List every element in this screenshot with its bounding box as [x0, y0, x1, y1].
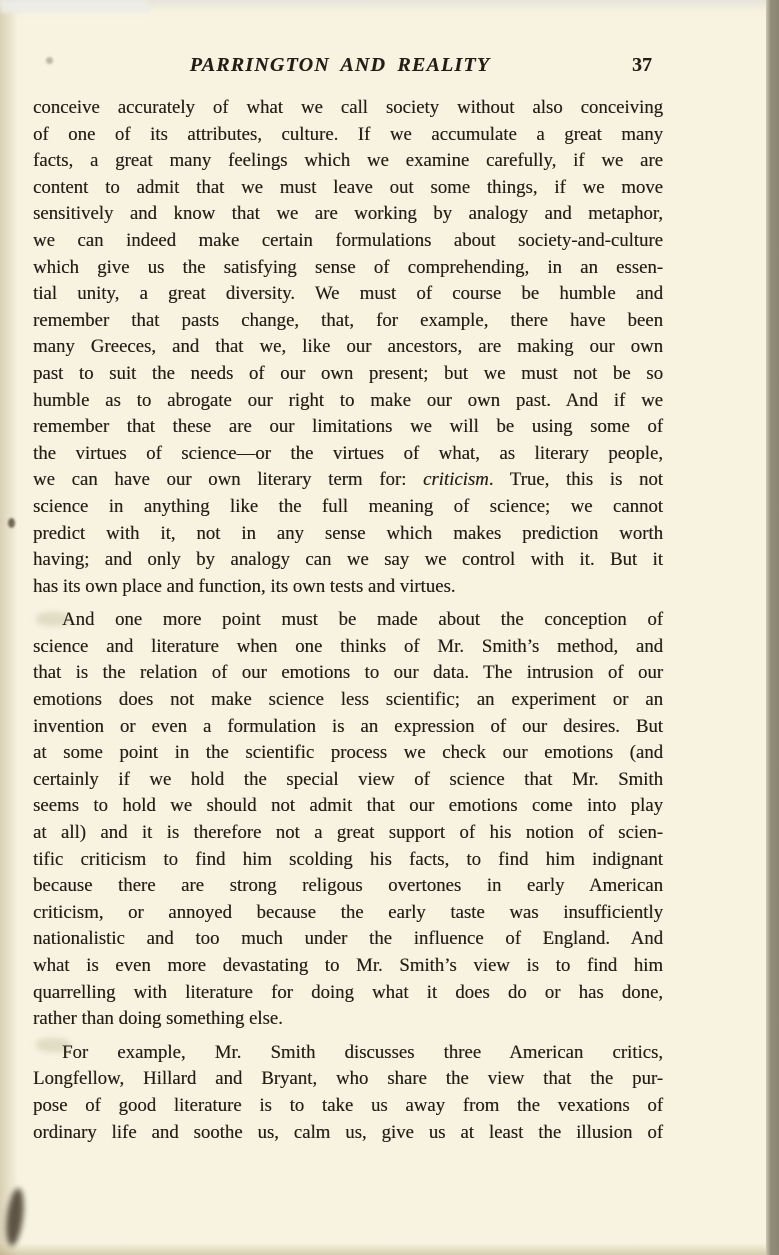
- text-line: past to suit the needs of our own present; but we must not be so: [33, 362, 663, 384]
- text-line: ordinary life and soothe us, calm us, give us at least the illusion of: [33, 1121, 663, 1143]
- text-line: has its own place and function, its own tests and virtues.: [33, 575, 456, 597]
- text-line: seems to hold we should not admit that our emotions come into play: [33, 795, 663, 817]
- text-line: tific criticism to find him scolding his facts, to find him indignant: [33, 848, 663, 870]
- paragraph: [33, 1040, 663, 1146]
- text-line: criticism, or annoyed because the early taste was insufficiently: [33, 901, 663, 923]
- text-line: of one of its attributes, culture. If we accumulate a great many: [33, 123, 663, 145]
- text-line: science in anything like the full meaning of science; we cannot: [33, 495, 663, 517]
- text-line: science and literature when one thinks of Mr. Smith’s method, and: [33, 635, 663, 657]
- text-line: remember that pasts change, that, for example, there have been: [33, 309, 663, 331]
- scan-corner-highlight: [0, 0, 150, 13]
- text-line: what is even more devastating to Mr. Smith’s view is to find him: [33, 955, 663, 976]
- page-number: 37: [632, 54, 652, 76]
- text-line: rather than doing something else.: [33, 1008, 283, 1030]
- page-edge-right-shadow: [766, 0, 779, 1255]
- text-line: Longfellow, Hillard and Bryant, who share the view that the pur-: [33, 1068, 663, 1090]
- text-line: we can indeed make certain formulations about society-and-culture: [33, 229, 663, 251]
- running-header: [33, 52, 663, 80]
- paragraph: [33, 95, 663, 600]
- text-line: For example, Mr. Smith discusses three American critics,: [62, 1041, 663, 1063]
- text-line: invention or even a formulation is an expression of our desires. But: [33, 715, 663, 737]
- text-line: at all) and it is therefore not a great support of his notion of scien-: [33, 822, 663, 844]
- text-line: we can have our own literary term for: criticism. True, this is not: [33, 469, 663, 491]
- text-line: that is the relation of our emotions to our data. The intrusion of our: [33, 662, 663, 684]
- text-line: quarrelling with literature for doing what it does do or has done,: [33, 981, 663, 1003]
- text-line: predict with it, not in any sense which makes prediction worth: [33, 522, 663, 544]
- body-text: [33, 95, 663, 1146]
- text-line: because there are strong religous overtones in early American: [33, 875, 663, 897]
- text-line: which give us the satisfying sense of comprehending, in an essen-: [33, 256, 663, 278]
- text-line: tial unity, a great diversity. We must of course be humble and: [33, 283, 663, 305]
- text-line: pose of good literature is to take us away from the vexations of: [33, 1094, 663, 1116]
- text-line: at some point in the scientific process we check our emotions (and: [33, 742, 663, 764]
- text-line: having; and only by analogy can we say we control with it. But it: [33, 549, 663, 571]
- text-line: sensitively and know that we are working by analogy and metaphor,: [33, 203, 663, 225]
- paragraph: [33, 607, 663, 1033]
- text-line: content to admit that we must leave out some things, if we move: [33, 176, 663, 198]
- text-line: many Greeces, and that we, like our ancestors, are making our own: [33, 336, 663, 358]
- text-line: remember that these are our limitations we will be using some of: [33, 416, 663, 438]
- text-line: conceive accurately of what we call society without also conceiving: [33, 97, 663, 118]
- text-line: emotions does not make science less scientific; an experiment or an: [33, 689, 663, 711]
- text-line: facts, a great many feelings which we examine carefully, if we are: [33, 150, 663, 172]
- text-line: humble as to abrogate our right to make our own past. And if we: [33, 389, 663, 411]
- text-line: nationalistic and too much under the influence of England. And: [33, 928, 663, 950]
- page-edge-bottom-shadow: [0, 1243, 766, 1255]
- page-edge-left-shadow: [0, 0, 18, 1255]
- text-line: And one more point must be made about the conception of: [62, 609, 663, 631]
- page-title: PARRINGTON AND REALITY: [189, 54, 491, 76]
- scan-speck: [8, 518, 15, 528]
- text-line: certainly if we hold the special view of science that Mr. Smith: [33, 768, 663, 790]
- text-line: the virtues of science—or the virtues of what, as literary people,: [33, 442, 663, 464]
